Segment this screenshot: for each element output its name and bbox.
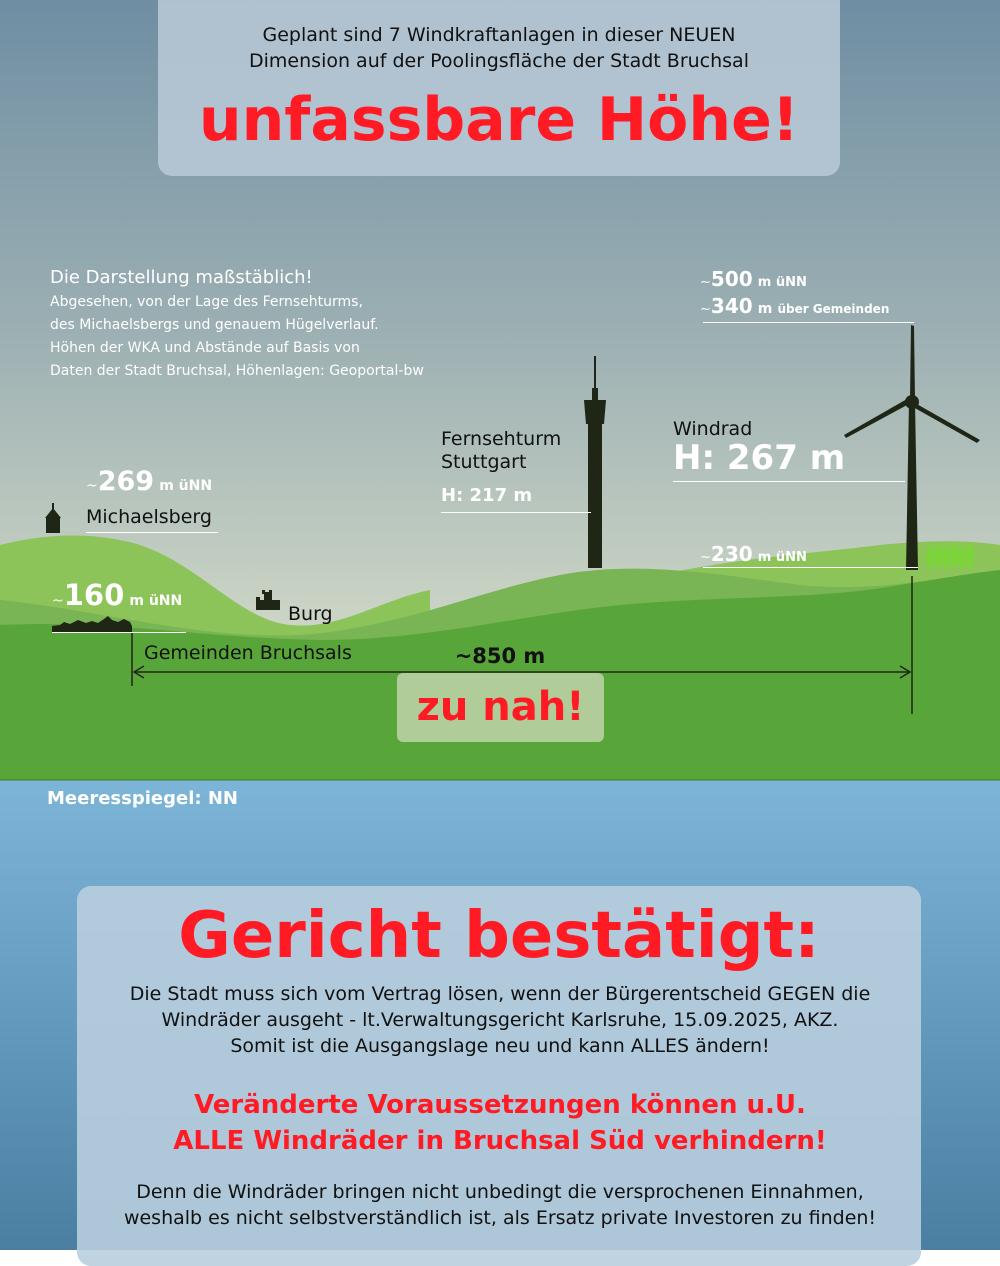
tilde: ~ <box>700 302 711 317</box>
verdict-text: zu nah! <box>416 684 585 730</box>
town-underline <box>52 632 186 633</box>
turbine-base-unit: m üNN <box>757 550 807 565</box>
scale-note-title: Die Darstellung maßstäblich! <box>50 267 313 288</box>
headline: unfassbare Höhe! <box>198 85 800 155</box>
turbine-height: H: 267 m <box>673 438 846 478</box>
header-line-2: Dimension auf der Poolingsfläche der Stadt Bruchsal <box>249 50 749 72</box>
tilde: ~ <box>86 478 98 494</box>
court-red-line: Veränderte Voraussetzungen können u.U. <box>194 1090 806 1120</box>
town-value: 160 <box>63 578 125 612</box>
tower-height: H: 217 m <box>441 485 533 506</box>
town-elevation <box>52 578 182 612</box>
town-label: Gemeinden Bruchsals <box>144 642 352 664</box>
scale-note-line: Abgesehen, von der Lage des Fernsehturms, <box>50 294 363 310</box>
michaelsberg-elevation <box>86 466 212 497</box>
turbine-relative-height <box>700 294 889 318</box>
burg-label: Burg <box>288 603 333 625</box>
michaelsberg-label: Michaelsberg <box>86 506 212 528</box>
turbine-base-elevation <box>700 542 807 566</box>
sea-level-label: Meeresspiegel: NN <box>47 788 238 809</box>
distance-label: ~850 m <box>454 644 546 668</box>
turbine-relative-suffix: über Gemeinden <box>777 302 890 316</box>
court-paragraph-line: Somit ist die Ausgangslage neu und kann ALLES ändern! <box>230 1035 770 1057</box>
turbine-relative-unit: m <box>757 301 773 317</box>
turbine-label: Windrad <box>673 418 753 440</box>
tilde: ~ <box>52 593 64 609</box>
scale-note-line: Daten der Stadt Bruchsal, Höhenlagen: Geoportal-bw <box>50 363 424 379</box>
court-paragraph-line: Windräder ausgeht - lt.Verwaltungsgericht Karlsruhe, 15.09.2025, AKZ. <box>161 1009 839 1031</box>
court-footer-line: Denn die Windräder bringen nicht unbedingt die versprochenen Einnahmen, <box>136 1181 864 1203</box>
turbine-base-value: 230 <box>710 542 753 566</box>
court-footer-line: weshalb es nicht selbstverständlich ist, als Ersatz private Investoren zu finden! <box>123 1207 877 1229</box>
turbine-base-underline <box>703 567 918 568</box>
town-unit: m üNN <box>129 593 183 609</box>
scale-note-line: Höhen der WKA und Abstände auf Basis von <box>50 340 360 356</box>
tilde: ~ <box>700 550 711 565</box>
scale-note-line: des Michaelsbergs und genauem Hügelverlauf. <box>50 317 379 333</box>
turbine-height-underline <box>673 481 905 482</box>
court-paragraph-line: Die Stadt muss sich vom Vertrag lösen, wenn der Bürgerentscheid GEGEN die <box>129 983 871 1005</box>
turbine-top-elevation <box>700 267 807 291</box>
court-red-line: ALLE Windräder in Bruchsal Süd verhindern! <box>173 1126 827 1156</box>
turbine-top-underline <box>703 322 914 323</box>
tilde: ~ <box>700 275 711 290</box>
court-headline: Gericht bestätigt: <box>178 899 820 973</box>
michaelsberg-value: 269 <box>97 466 155 497</box>
turbine-relative-value: 340 <box>710 294 753 318</box>
turbine-top-unit: m üNN <box>757 275 807 290</box>
michaelsberg-unit: m üNN <box>159 478 213 494</box>
tower-underline <box>441 512 591 513</box>
tower-label-line-1: Fernsehturm <box>441 428 562 450</box>
turbine-top-value: 500 <box>710 267 753 291</box>
michaelsberg-underline <box>86 532 218 533</box>
header-line-1: Geplant sind 7 Windkraftanlagen in dieser NEUEN <box>262 24 736 46</box>
tower-label-line-2: Stuttgart <box>441 451 527 473</box>
